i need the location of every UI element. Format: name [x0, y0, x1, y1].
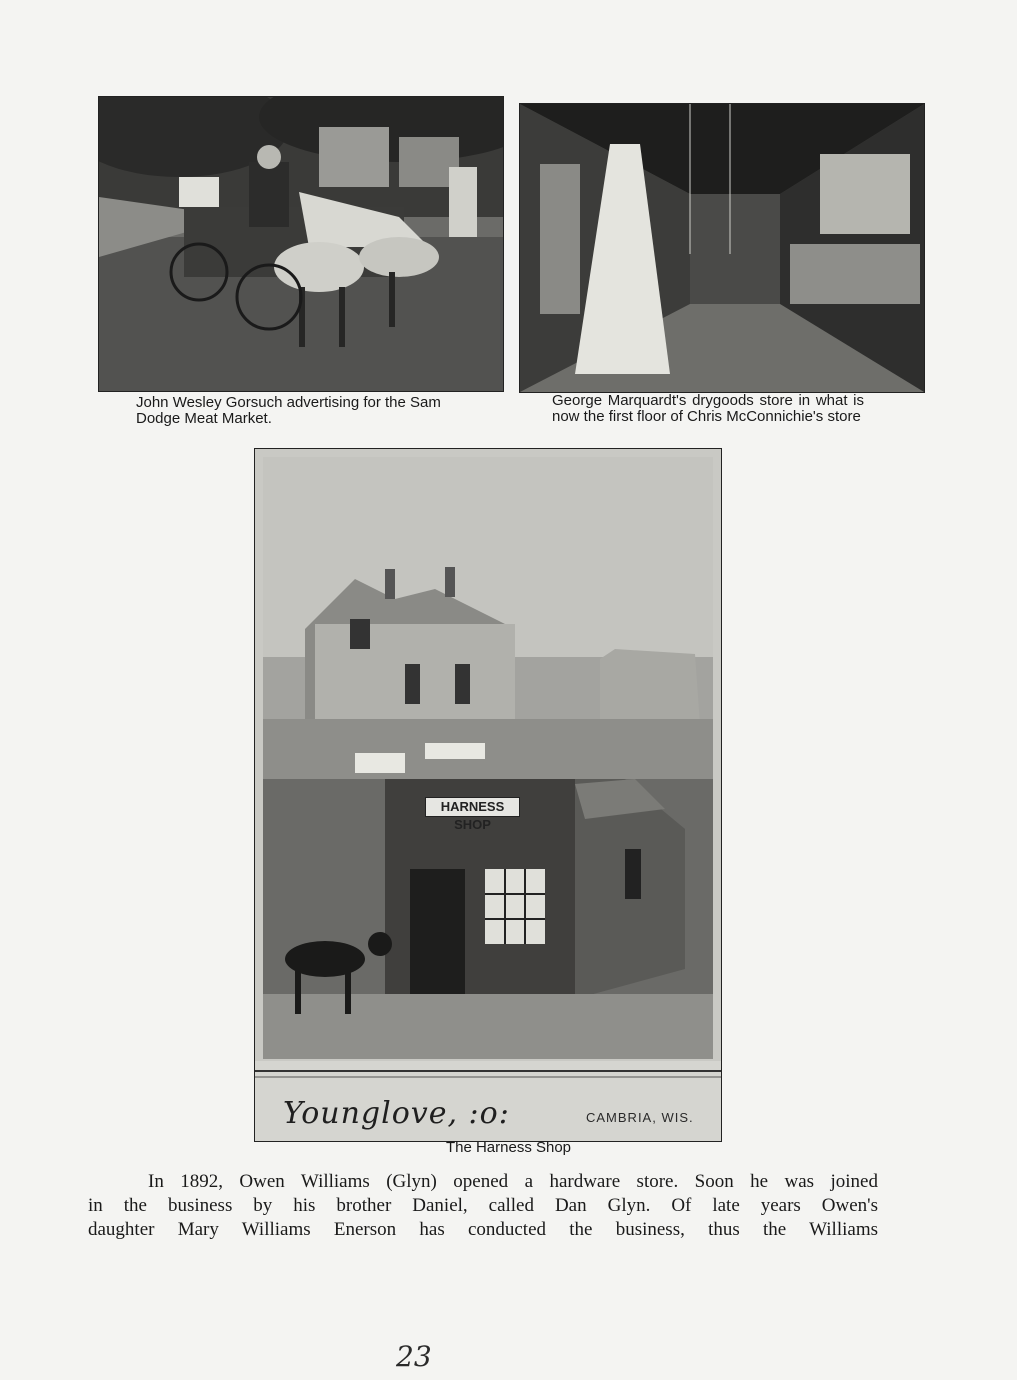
body-line: In 1892, Owen Williams (Glyn) opened a hardware store. Soon he was joined — [148, 1171, 878, 1192]
caption-drygoods-store: George Marquardt's drygoods store in what is now the first floor of Chris McConnichie's store — [552, 392, 864, 425]
photographer-city: CAMBRIA, WIS. — [586, 1110, 694, 1125]
harness-shop-sign: HARNESS SHOP — [425, 797, 520, 817]
body-line: in the business by his brother Daniel, called Dan Glyn. Of late years Owen's — [88, 1195, 878, 1216]
caption-harness-shop: The Harness Shop — [445, 1139, 572, 1156]
photo-harness-shop — [254, 448, 722, 1142]
photo-meat-market-wagon — [98, 96, 504, 392]
body-line: daughter Mary Williams Enerson has conducted the business, thus the Williams — [88, 1219, 878, 1240]
caption-meat-market: John Wesley Gorsuch advertising for the Sam Dodge Meat Market. — [136, 394, 441, 427]
photo-drygoods-interior — [519, 103, 925, 393]
body-paragraph — [88, 1170, 878, 1242]
page-number: 23 — [396, 1340, 432, 1373]
photographer-imprint: Younglove, :o: — [283, 1096, 510, 1131]
